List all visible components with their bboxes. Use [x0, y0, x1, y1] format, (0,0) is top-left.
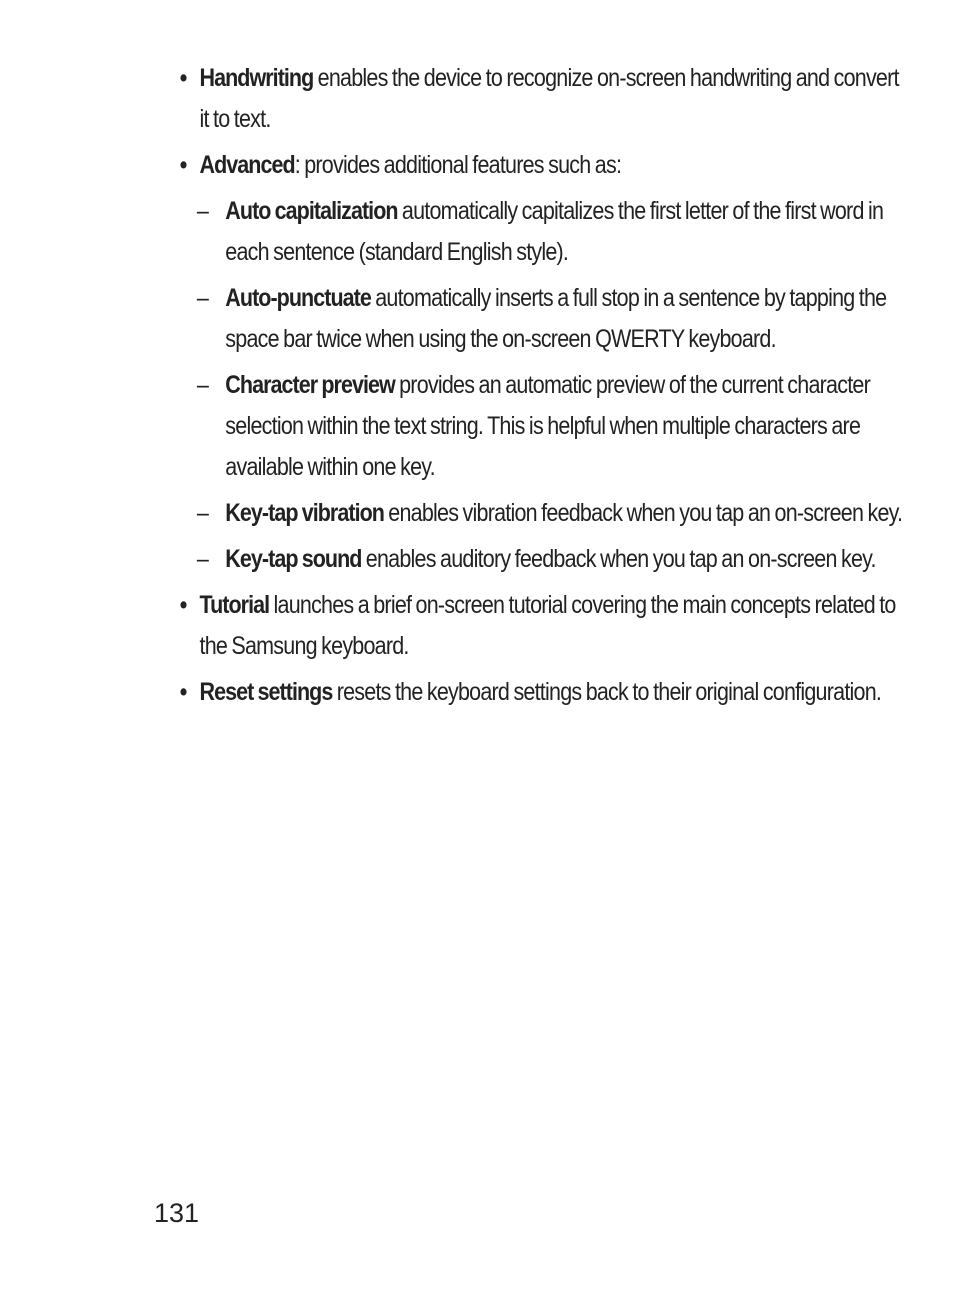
description-reset-settings: resets the keyboard settings back to their original configuration. [332, 678, 882, 706]
dash-marker: – [196, 284, 209, 312]
term-key-tap-sound: Key-tap sound [225, 545, 362, 573]
term-tutorial: Tutorial [199, 591, 270, 619]
description-auto-punctuate: automatically inserts a full stop in a sentence by tapping the space bar twice when using the on-screen QWERTY keyboard. [225, 284, 887, 353]
term-advanced: Advanced [199, 151, 295, 179]
description-character-preview: provides an automatic preview of the current character selection within the text string. This is helpful when multiple characters are available within one key. [225, 371, 870, 481]
dash-marker: – [196, 499, 209, 527]
bullet-marker: • [179, 151, 187, 179]
description-key-tap-sound: enables auditory feedback when you tap an on-screen key. [361, 545, 876, 573]
list-item-advanced [178, 145, 900, 186]
page-number: 131 [154, 1198, 200, 1228]
bullet-marker: • [179, 591, 187, 619]
term-handwriting: Handwriting [199, 64, 314, 92]
term-key-tap-vibration: Key-tap vibration [225, 499, 384, 527]
list-item-auto-punctuate [178, 278, 925, 360]
term-character-preview: Character preview [225, 371, 395, 399]
list-item-key-tap-sound [178, 539, 925, 580]
term-auto-capitalization: Auto capitalization [225, 197, 398, 225]
list-item-handwriting [178, 58, 900, 140]
description-handwriting: enables the device to recognize on-screen handwriting and convert it to text. [199, 64, 899, 133]
list-item-key-tap-vibration [178, 493, 925, 534]
dash-marker: – [196, 197, 209, 225]
term-reset-settings: Reset settings [199, 678, 333, 706]
list-item-character-preview [178, 365, 925, 488]
bullet-marker: • [179, 64, 187, 92]
description-advanced: : provides additional features such as: [294, 151, 622, 179]
list-item-reset-settings [178, 672, 900, 713]
description-tutorial: launches a brief on-screen tutorial covering the main concepts related to the Samsung keyboard. [199, 591, 896, 660]
dash-marker: – [196, 371, 209, 399]
dash-marker: – [196, 545, 209, 573]
bullet-marker: • [179, 678, 187, 706]
list-item-tutorial [178, 585, 900, 667]
description-auto-capitalization: automatically capitalizes the first letter of the first word in each sentence (standard English style). [225, 197, 884, 266]
term-auto-punctuate: Auto-punctuate [225, 284, 371, 312]
settings-description-list [178, 58, 903, 718]
list-item-auto-capitalization [178, 191, 925, 273]
description-key-tap-vibration: enables vibration feedback when you tap an on-screen key. [383, 499, 903, 527]
